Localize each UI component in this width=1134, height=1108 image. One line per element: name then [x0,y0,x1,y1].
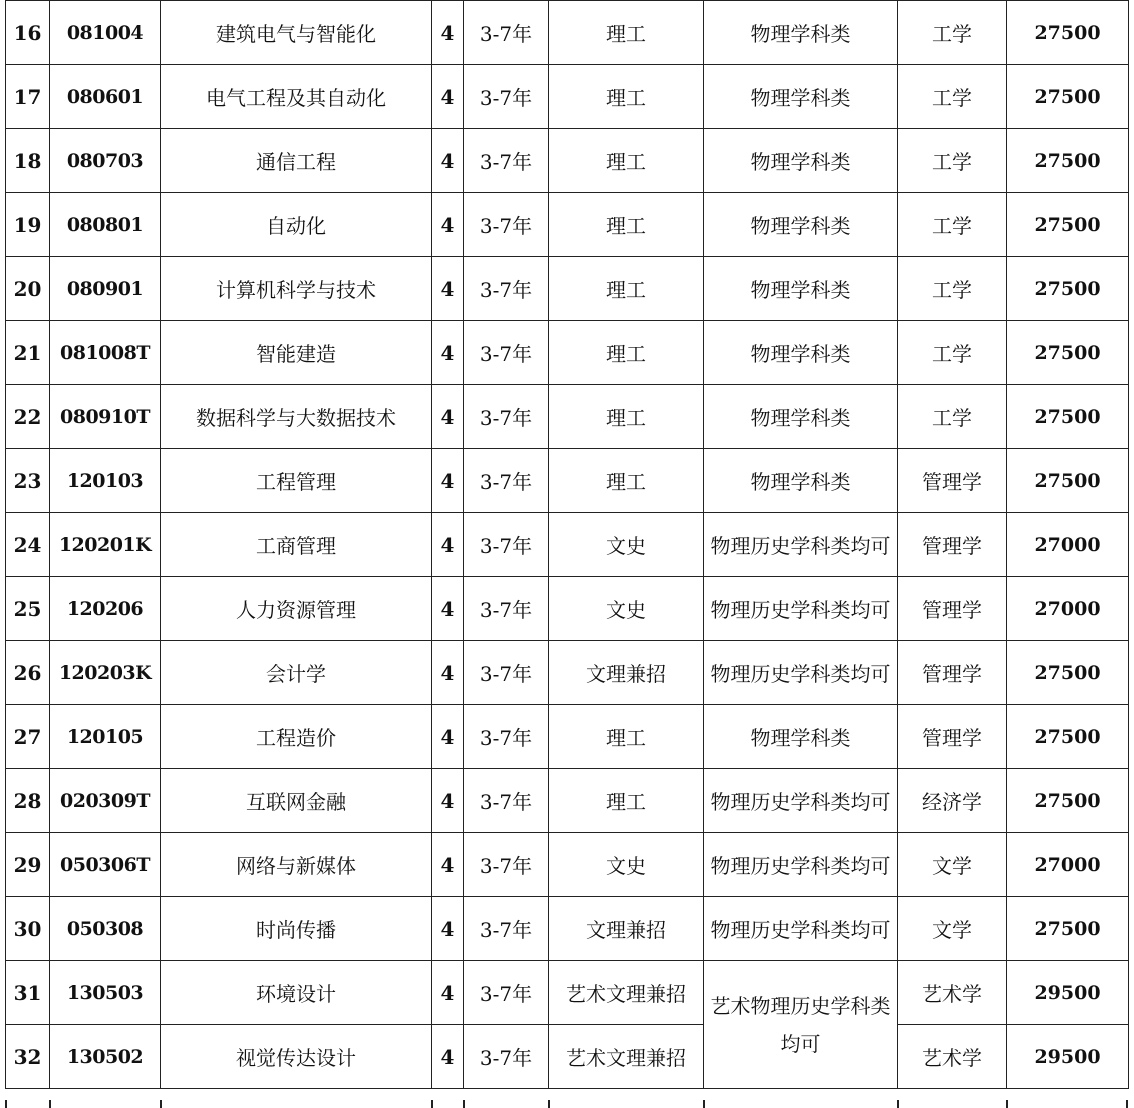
degree-type: 艺术学 [898,1025,1007,1089]
admission-category: 文理兼招 [549,641,704,705]
row-number: 32 [6,1025,50,1089]
study-years: 4 [432,1025,464,1089]
row-number: 25 [6,577,50,641]
table-row [6,257,1129,321]
tuition-fee: 27500 [1007,1,1129,65]
subject-requirement: 物理学科类 [704,449,898,513]
subject-requirement: 物理历史学科类均可 [704,513,898,577]
degree-type: 工学 [898,321,1007,385]
degree-type: 文学 [898,833,1007,897]
subject-requirement: 物理历史学科类均可 [704,577,898,641]
table-row [6,577,1129,641]
row-number: 31 [6,961,50,1025]
study-years: 4 [432,897,464,961]
subject-requirement-line1: 艺术物理历史学科类 [710,993,891,1018]
subject-requirement: 物理学科类 [704,705,898,769]
subject-requirement: 物理学科类 [704,257,898,321]
admission-category: 文史 [549,577,704,641]
tuition-fee: 27000 [1007,577,1129,641]
program-code: 120201K [50,513,161,577]
subject-requirement: 物理学科类 [704,129,898,193]
row-number: 16 [6,1,50,65]
row-number: 26 [6,641,50,705]
study-years: 4 [432,705,464,769]
admission-category: 文理兼招 [549,897,704,961]
study-years: 4 [432,129,464,193]
program-code: 120203K [50,641,161,705]
study-years: 4 [432,641,464,705]
row-number: 20 [6,257,50,321]
table-row [6,1025,1129,1089]
study-duration: 3-7年 [464,577,549,641]
admission-category: 理工 [549,129,704,193]
subject-requirement: 物理历史学科类均可 [704,769,898,833]
program-name: 数据科学与大数据技术 [161,385,432,449]
row-number: 29 [6,833,50,897]
admission-category: 理工 [549,769,704,833]
tuition-fee: 27500 [1007,193,1129,257]
admission-category: 理工 [549,385,704,449]
row-number: 17 [6,65,50,129]
table-row [6,385,1129,449]
tuition-fee: 27500 [1007,65,1129,129]
tuition-fee: 27500 [1007,705,1129,769]
study-duration: 3-7年 [464,897,549,961]
program-code: 120103 [50,449,161,513]
row-number: 23 [6,449,50,513]
row-number: 27 [6,705,50,769]
program-code: 080703 [50,129,161,193]
table-row [6,193,1129,257]
program-code: 081004 [50,1,161,65]
program-code: 050306T [50,833,161,897]
program-name: 时尚传播 [161,897,432,961]
tuition-fee: 27000 [1007,513,1129,577]
degree-type: 文学 [898,897,1007,961]
table-row [6,897,1129,961]
study-years: 4 [432,1,464,65]
study-duration: 3-7年 [464,257,549,321]
subject-requirement-merged [704,961,898,1089]
study-years: 4 [432,513,464,577]
program-name: 工程造价 [161,705,432,769]
program-code: 080901 [50,257,161,321]
admission-category: 理工 [549,449,704,513]
study-duration: 3-7年 [464,129,549,193]
degree-type: 管理学 [898,705,1007,769]
program-code: 120206 [50,577,161,641]
admission-category: 理工 [549,257,704,321]
degree-type: 工学 [898,65,1007,129]
program-name: 人力资源管理 [161,577,432,641]
row-number: 28 [6,769,50,833]
study-duration: 3-7年 [464,513,549,577]
tuition-fee: 27500 [1007,641,1129,705]
degree-type: 经济学 [898,769,1007,833]
study-duration: 3-7年 [464,449,549,513]
table-row [6,961,1129,1025]
program-name: 网络与新媒体 [161,833,432,897]
table-row [6,449,1129,513]
study-years: 4 [432,65,464,129]
table-row [6,129,1129,193]
row-number: 30 [6,897,50,961]
table-row [6,769,1129,833]
program-name: 计算机科学与技术 [161,257,432,321]
table-row [6,833,1129,897]
subject-requirement-line2: 均可 [780,1031,821,1056]
study-years: 4 [432,577,464,641]
study-years: 4 [432,961,464,1025]
study-years: 4 [432,769,464,833]
degree-type: 工学 [898,193,1007,257]
tuition-fee: 27500 [1007,385,1129,449]
study-years: 4 [432,833,464,897]
program-code: 120105 [50,705,161,769]
program-code: 130503 [50,961,161,1025]
degree-type: 管理学 [898,449,1007,513]
program-name: 工程管理 [161,449,432,513]
subject-requirement: 物理历史学科类均可 [704,641,898,705]
admission-category: 艺术文理兼招 [549,961,704,1025]
study-duration: 3-7年 [464,833,549,897]
study-duration: 3-7年 [464,65,549,129]
admission-category: 理工 [549,65,704,129]
program-name: 互联网金融 [161,769,432,833]
program-name: 智能建造 [161,321,432,385]
study-duration: 3-7年 [464,321,549,385]
program-name: 视觉传达设计 [161,1025,432,1089]
table-row [6,321,1129,385]
tuition-fee: 27500 [1007,769,1129,833]
tuition-fee: 27000 [1007,833,1129,897]
row-number: 22 [6,385,50,449]
tuition-fee: 29500 [1007,1025,1129,1089]
admission-category: 理工 [549,1,704,65]
subject-requirement: 物理学科类 [704,193,898,257]
program-code: 080910T [50,385,161,449]
subject-requirement: 物理历史学科类均可 [704,897,898,961]
degree-type: 艺术学 [898,961,1007,1025]
degree-type: 管理学 [898,513,1007,577]
program-code: 080801 [50,193,161,257]
program-code: 080601 [50,65,161,129]
program-code: 081008T [50,321,161,385]
admission-category: 理工 [549,193,704,257]
program-name: 环境设计 [161,961,432,1025]
study-years: 4 [432,321,464,385]
program-name: 电气工程及其自动化 [161,65,432,129]
study-years: 4 [432,449,464,513]
study-duration: 3-7年 [464,705,549,769]
study-years: 4 [432,193,464,257]
study-duration: 3-7年 [464,641,549,705]
tuition-fee: 27500 [1007,257,1129,321]
program-name: 自动化 [161,193,432,257]
subject-requirement: 物理学科类 [704,65,898,129]
continued-table-edge [5,1100,1128,1108]
table-row [6,1,1129,65]
program-name: 建筑电气与智能化 [161,1,432,65]
table-body [6,1,1129,1089]
row-number: 24 [6,513,50,577]
degree-type: 工学 [898,257,1007,321]
study-years: 4 [432,385,464,449]
tuition-fee: 27500 [1007,129,1129,193]
admission-category: 理工 [549,705,704,769]
subject-requirement: 物理学科类 [704,385,898,449]
tuition-fee: 27500 [1007,321,1129,385]
degree-type: 工学 [898,1,1007,65]
admission-category: 文史 [549,833,704,897]
program-code: 130502 [50,1025,161,1089]
degree-type: 工学 [898,385,1007,449]
degree-type: 管理学 [898,641,1007,705]
table-row [6,513,1129,577]
row-number: 18 [6,129,50,193]
admission-category: 艺术文理兼招 [549,1025,704,1089]
row-number: 21 [6,321,50,385]
subject-requirement: 物理学科类 [704,321,898,385]
admission-category: 理工 [549,321,704,385]
tuition-fee: 27500 [1007,897,1129,961]
table-row [6,65,1129,129]
study-duration: 3-7年 [464,769,549,833]
program-name: 工商管理 [161,513,432,577]
study-duration: 3-7年 [464,385,549,449]
program-table [5,0,1129,1089]
row-number: 19 [6,193,50,257]
table-row [6,705,1129,769]
program-name: 通信工程 [161,129,432,193]
study-duration: 3-7年 [464,961,549,1025]
study-duration: 3-7年 [464,1,549,65]
study-years: 4 [432,257,464,321]
study-duration: 3-7年 [464,1025,549,1089]
table-row [6,641,1129,705]
subject-requirement: 物理历史学科类均可 [704,833,898,897]
degree-type: 工学 [898,129,1007,193]
program-name: 会计学 [161,641,432,705]
tuition-fee: 29500 [1007,961,1129,1025]
subject-requirement: 物理学科类 [704,1,898,65]
degree-type: 管理学 [898,577,1007,641]
program-code: 050308 [50,897,161,961]
study-duration: 3-7年 [464,193,549,257]
program-code: 020309T [50,769,161,833]
tuition-fee: 27500 [1007,449,1129,513]
admission-category: 文史 [549,513,704,577]
